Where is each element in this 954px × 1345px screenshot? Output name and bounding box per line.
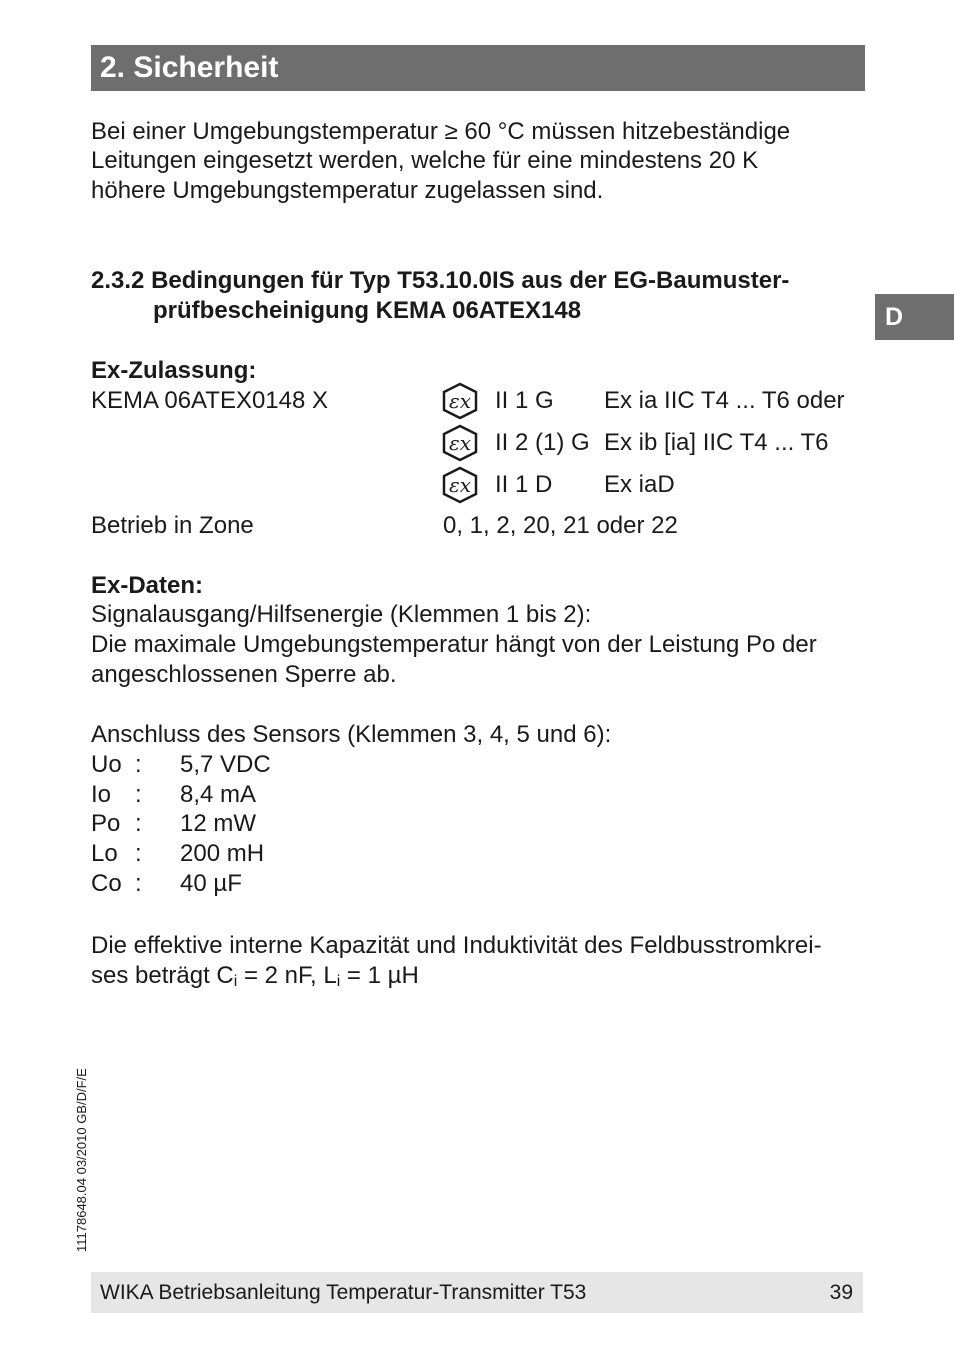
closing-line-2	[91, 961, 419, 991]
value-separator: :	[135, 840, 142, 867]
closing-line-1: Die effektive interne Kapazität und Induktivität des Feldbusstromkrei-	[91, 932, 822, 959]
value-separator: :	[135, 751, 142, 778]
svg-text:εx: εx	[448, 431, 472, 455]
ex-category-2: II 2 (1) G	[495, 429, 590, 456]
page-title: 2. Sicherheit	[100, 51, 279, 84]
value-separator: :	[135, 870, 142, 897]
closing-suffix: = 1 µH	[340, 962, 419, 989]
svg-text:εx: εx	[448, 389, 472, 413]
ex-category-1: II 1 G	[495, 387, 554, 414]
section-number: 2.3.2	[91, 267, 145, 294]
ex-atex-icon	[439, 424, 481, 462]
value-separator: :	[135, 781, 142, 808]
section-header-bar	[91, 45, 865, 91]
value-co: 40 µF	[180, 870, 242, 897]
ex-daten-heading: Ex-Daten:	[91, 572, 204, 599]
section-title-1: Bedingungen für Typ T53.10.0IS aus der EG-Baumuster-	[151, 267, 790, 294]
inductance-subscript: i	[336, 973, 341, 990]
zone-label: Betrieb in Zone	[91, 512, 254, 539]
language-tab-label: D	[885, 303, 904, 331]
document-code: 11178648.04 03/2010 GB/D/F/E	[74, 1068, 89, 1252]
ex-zulassung-heading: Ex-Zulassung:	[91, 357, 257, 384]
section-heading-line-2: prüfbescheinigung KEMA 06ATEX148	[153, 297, 582, 324]
svg-text:εx: εx	[448, 473, 472, 497]
value-name-uo: Uo	[91, 751, 122, 778]
intro-line-1: Bei einer Umgebungstemperatur ≥ 60 °C müssen hitzebeständige	[91, 118, 791, 145]
value-separator: :	[135, 810, 142, 837]
value-po: 12 mW	[180, 810, 257, 837]
value-uo: 5,7 VDC	[180, 751, 271, 778]
certificate-number: KEMA 06ATEX0148 X	[91, 387, 329, 414]
ex-atex-icon	[439, 382, 481, 420]
sensor-heading: Anschluss des Sensors (Klemmen 3, 4, 5 und 6):	[91, 721, 612, 748]
intro-line-2: Leitungen eingesetzt werden, welche für eine mindestens 20 K	[91, 147, 759, 174]
value-io: 8,4 mA	[180, 781, 257, 808]
value-name-lo: Lo	[91, 840, 118, 867]
capacitance-subscript: i	[233, 973, 238, 990]
ex-atex-icon	[439, 466, 481, 504]
ex-marking-3: Ex iaD	[604, 471, 675, 498]
ex-marking-1: Ex ia IIC T4 ... T6 oder	[604, 387, 845, 414]
footer-bar	[91, 1272, 863, 1313]
page-number: 39	[829, 1281, 853, 1304]
section-heading-line-1	[91, 266, 789, 296]
ex-marking-2: Ex ib [ia] IIC T4 ... T6	[604, 429, 829, 456]
value-name-io: Io	[91, 781, 112, 808]
language-tab	[875, 294, 954, 340]
intro-line-3: höhere Umgebungstemperatur zugelassen sind.	[91, 177, 604, 204]
ex-category-3: II 1 D	[495, 471, 553, 498]
ex-daten-line-2: Die maximale Umgebungstemperatur hängt von der Leistung Po der	[91, 631, 817, 658]
value-name-co: Co	[91, 870, 122, 897]
value-lo: 200 mH	[180, 840, 265, 867]
closing-mid: = 2 nF, L	[237, 962, 337, 989]
ex-daten-line-1: Signalausgang/Hilfsenergie (Klemmen 1 bis 2):	[91, 601, 592, 628]
closing-prefix: ses beträgt C	[91, 962, 234, 989]
ex-daten-line-3: angeschlossenen Sperre ab.	[91, 661, 397, 688]
value-name-po: Po	[91, 810, 121, 837]
zone-value: 0, 1, 2, 20, 21 oder 22	[443, 512, 678, 539]
footer-title: WIKA Betriebsanleitung Temperatur-Transmitter T53	[100, 1281, 587, 1304]
